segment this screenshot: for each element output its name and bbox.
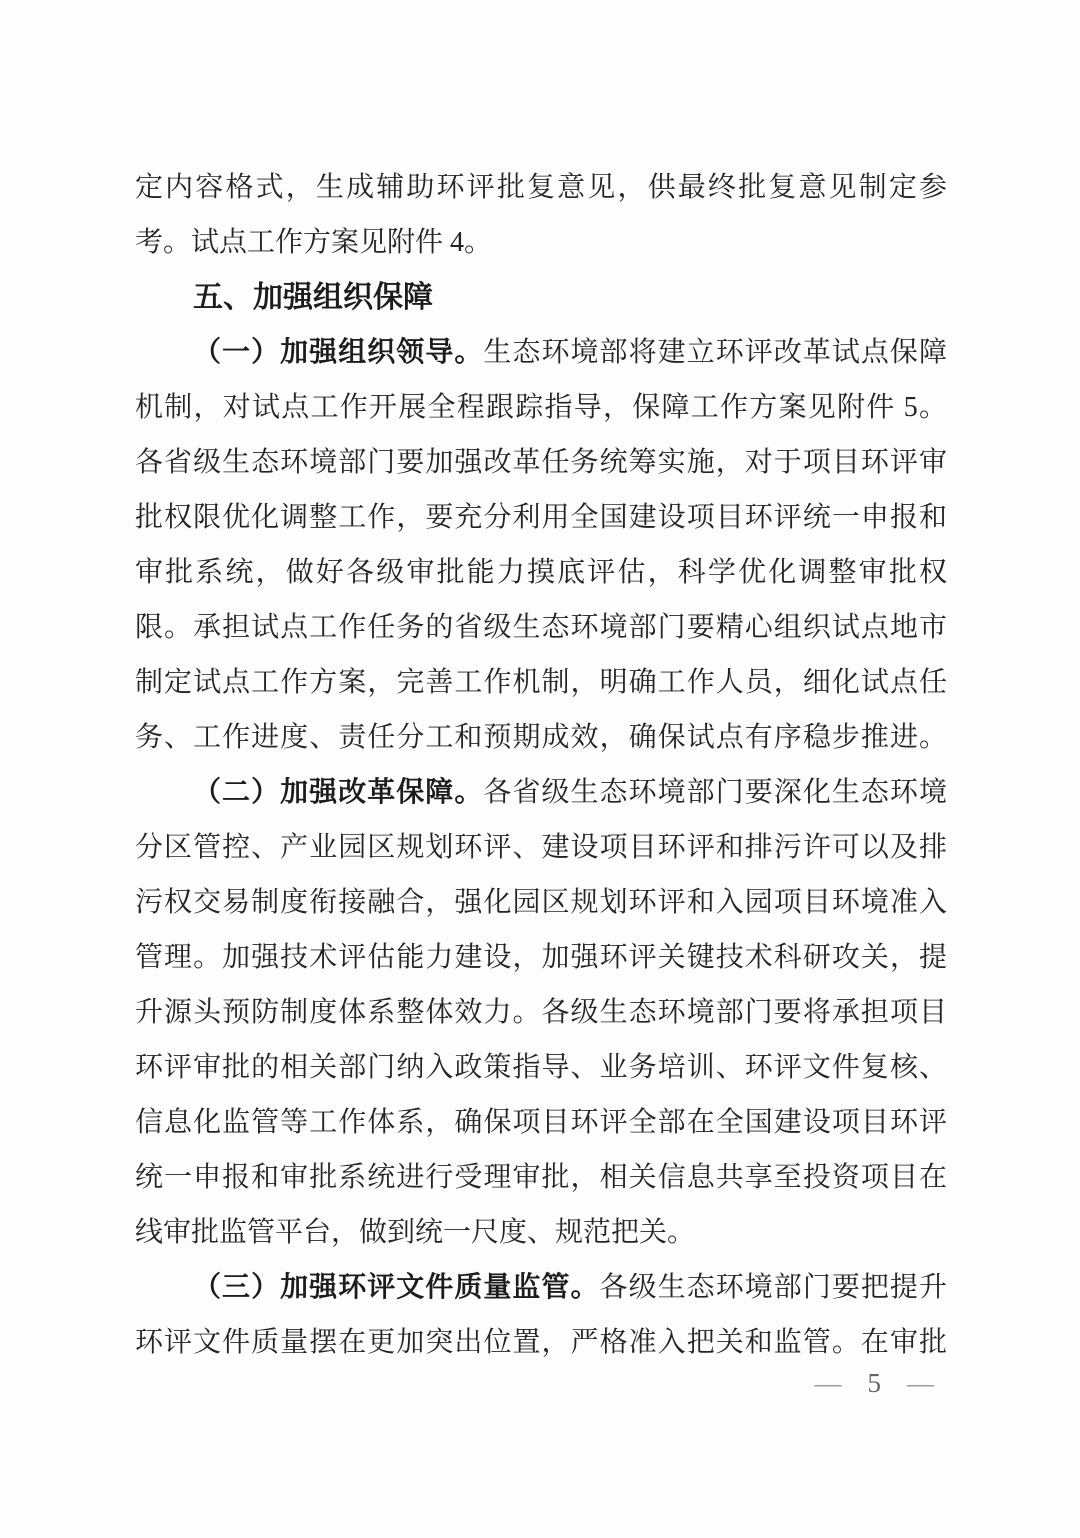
section-heading: 五、加强组织保障 <box>193 281 433 314</box>
text-line: 限。承担试点工作任务的省级生态环境部门要精心组织试点地市 <box>135 612 947 643</box>
text-line: 环评审批的相关部门纳入政策指导、业务培训、环评文件复核、 <box>135 1052 947 1083</box>
page-footer <box>811 1358 939 1408</box>
text-line: （三）加强环评文件质量监管。各级生态环境部门要把提升 <box>193 1272 947 1303</box>
text-line: 统一申报和审批系统进行受理审批，相关信息共享至投资项目在 <box>135 1162 947 1193</box>
document-body <box>135 160 947 1370</box>
text-line: 污权交易制度衔接融合，强化园区规划环评和入园项目环境准入 <box>135 887 947 918</box>
text-line: 升源头预防制度体系整体效力。各级生态环境部门要将承担项目 <box>135 997 947 1028</box>
paragraph-lead: （三）加强环评文件质量监管。 <box>193 1272 600 1303</box>
text-line: 审批系统，做好各级审批能力摸底评估，科学优化调整审批权 <box>135 557 947 588</box>
text-line: （一）加强组织领导。生态环境部将建立环评改革试点保障 <box>193 337 947 368</box>
page-number-dash-right: — <box>907 1368 934 1398</box>
text-line: 务、工作进度、责任分工和预期成效，确保试点有序稳步推进。 <box>135 722 947 753</box>
text-line: 管理。加强技术评估能力建设，加强环评关键技术科研攻关，提 <box>135 942 947 973</box>
text-line: 各省级生态环境部门要加强改革任务统筹实施，对于项目环评审 <box>135 447 947 478</box>
text-line: 信息化监管等工作体系，确保项目环评全部在全国建设项目环评 <box>135 1107 947 1138</box>
paragraph-lead: （一）加强组织领导。 <box>193 337 484 368</box>
text-line: 批权限优化调整工作，要充分利用全国建设项目环评统一申报和 <box>135 502 947 533</box>
page-number-dash-left: — <box>814 1368 842 1398</box>
paragraph-lead: （二）加强改革保障。 <box>193 777 484 808</box>
text-line: 分区管控、产业园区规划环评、建设项目环评和排污许可以及排 <box>135 832 947 863</box>
text-line: 制定试点工作方案，完善工作机制，明确工作人员，细化试点任 <box>135 667 947 698</box>
text-line: 机制，对试点工作开展全程跟踪指导，保障工作方案见附件 5。 <box>135 392 947 423</box>
text-line: 线审批监管平台，做到统一尺度、规范把关。 <box>135 1217 696 1248</box>
page-number: 5 <box>867 1368 881 1398</box>
text-line: 环评文件质量摆在更加突出位置，严格准入把关和监管。在审批 <box>135 1327 947 1358</box>
text-line: （二）加强改革保障。各省级生态环境部门要深化生态环境 <box>193 777 947 808</box>
text-line: 定内容格式，生成辅助环评批复意见，供最终批复意见制定参 <box>135 172 947 203</box>
text-line: 考。试点工作方案见附件 4。 <box>135 227 493 258</box>
